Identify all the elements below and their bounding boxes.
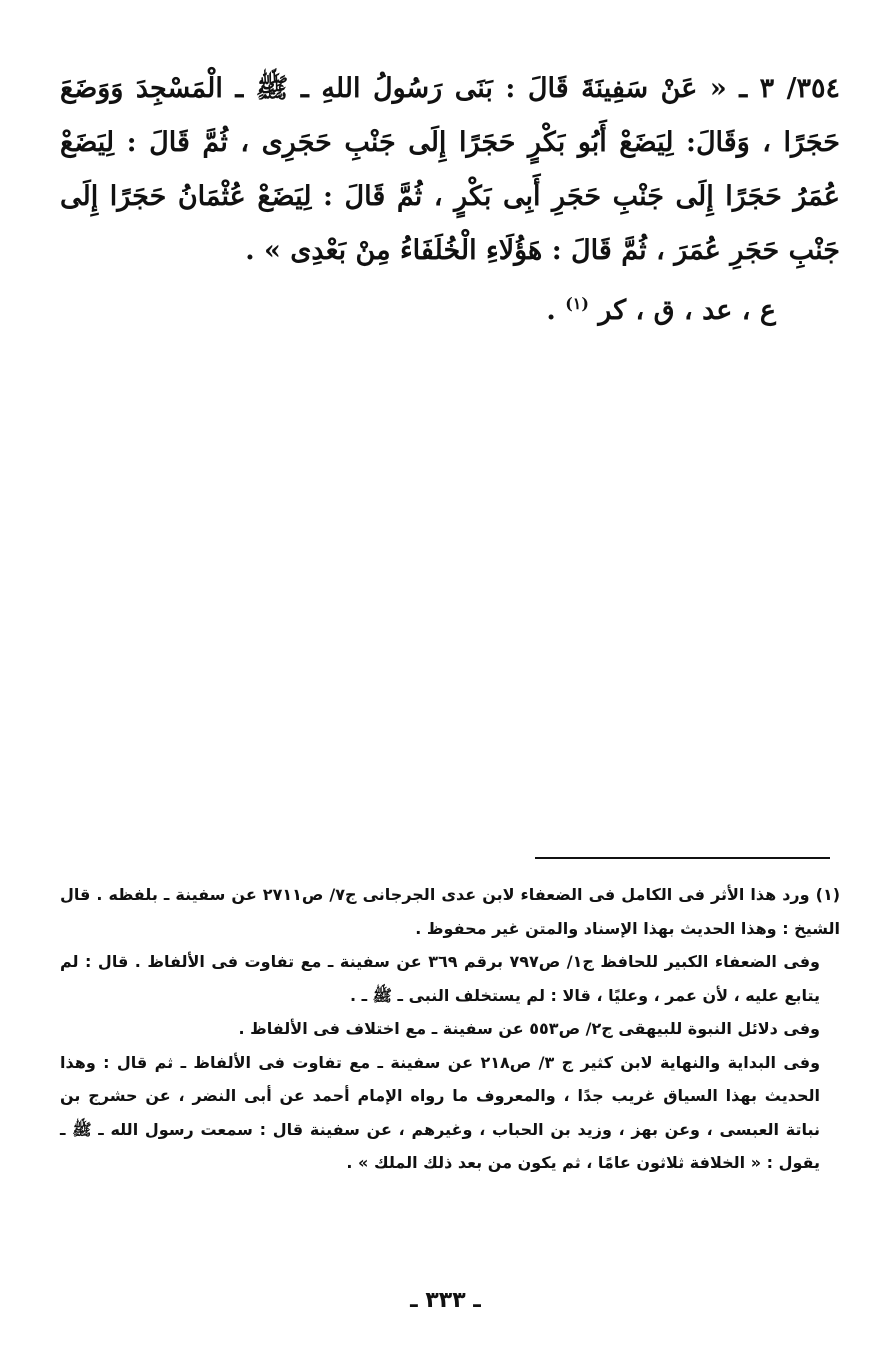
footnote-divider [535, 857, 830, 859]
footnote-paragraph: وفى الضعفاء الكبير للحافظ ج١/ ص٧٩٧ برقم ٣٦٩ عن سفينة ـ مع تفاوت فى الألفاظ . قال : لم يتابع عليه ، لأن عمر ، وعليًا ، قالا : لم يستخلف النبى ـ ﷺ ـ . [60, 952, 821, 1005]
sources-text: ع ، عد ، ق ، كر [598, 295, 776, 326]
hadith-sources [546, 284, 776, 331]
footnotes-block [60, 878, 840, 1180]
hadith-block [60, 62, 840, 278]
footnote-paragraph: وفى البداية والنهاية لابن كثير ج ٣/ ص٢١٨ عن سفينة ـ مع تفاوت فى الألفاظ ـ ثم قال : وهذا الحديث بهذا السياق غريب جدًا ، والمعروف ما رواه الإمام أحمد عن أبى النضر ، عن حشرج بن نباتة العبسى ، وعن بهز ، وزيد بن الحباب ، وغيرهم ، عن سفينة قال : سمعت رسول الله ـ ﷺ ـ يقول : « الخلافة ثلاثون عامًا ، ثم يكون من بعد ذلك الملك » . [60, 1052, 821, 1172]
hadith-text: ٣٥٤/ ٣ ـ « عَنْ سَفِينَةَ قَالَ : بَنَى رَسُولُ اللهِ ـ ﷺ ـ الْمَسْجِدَ وَوَضَعَ حَجَرًا ، وَقَالَ: لِيَضَعْ أَبُو بَكْرٍ حَجَرًا إِلَى جَنْبِ حَجَرِى ، ثُمَّ قَالَ : لِيَضَعْ عُمَرُ حَجَرًا إِلَى جَنْبِ حَجَرِ أَبِى بَكْرٍ ، ثُمَّ قَالَ : لِيَضَعْ عُثْمَانُ حَجَرًا إِلَى جَنْبِ حَجَرِ عُمَرَ ، ثُمَّ قَالَ : هَؤُلَاءِ الْخُلَفَاءُ مِنْ بَعْدِى » . [60, 73, 841, 266]
footnote-ref: (١) [565, 294, 589, 313]
footnote-paragraph: وفى دلائل النبوة للبيهقى ج٢/ ص٥٥٣ عن سفينة ـ مع اختلاف فى الألفاظ . [238, 1019, 820, 1038]
page-number: ـ ٣٣٣ ـ [410, 1288, 481, 1313]
sources-end: . [546, 295, 566, 326]
footnote-paragraph: (١) ورد هذا الأثر فى الكامل فى الضعفاء لابن عدى الجرجانى ج٧/ ص٢٧١١ عن سفينة ـ بلفظه . قال الشيخ : وهذا الحديث بهذا الإسناد والمتن غير محفوظ . [60, 885, 841, 938]
